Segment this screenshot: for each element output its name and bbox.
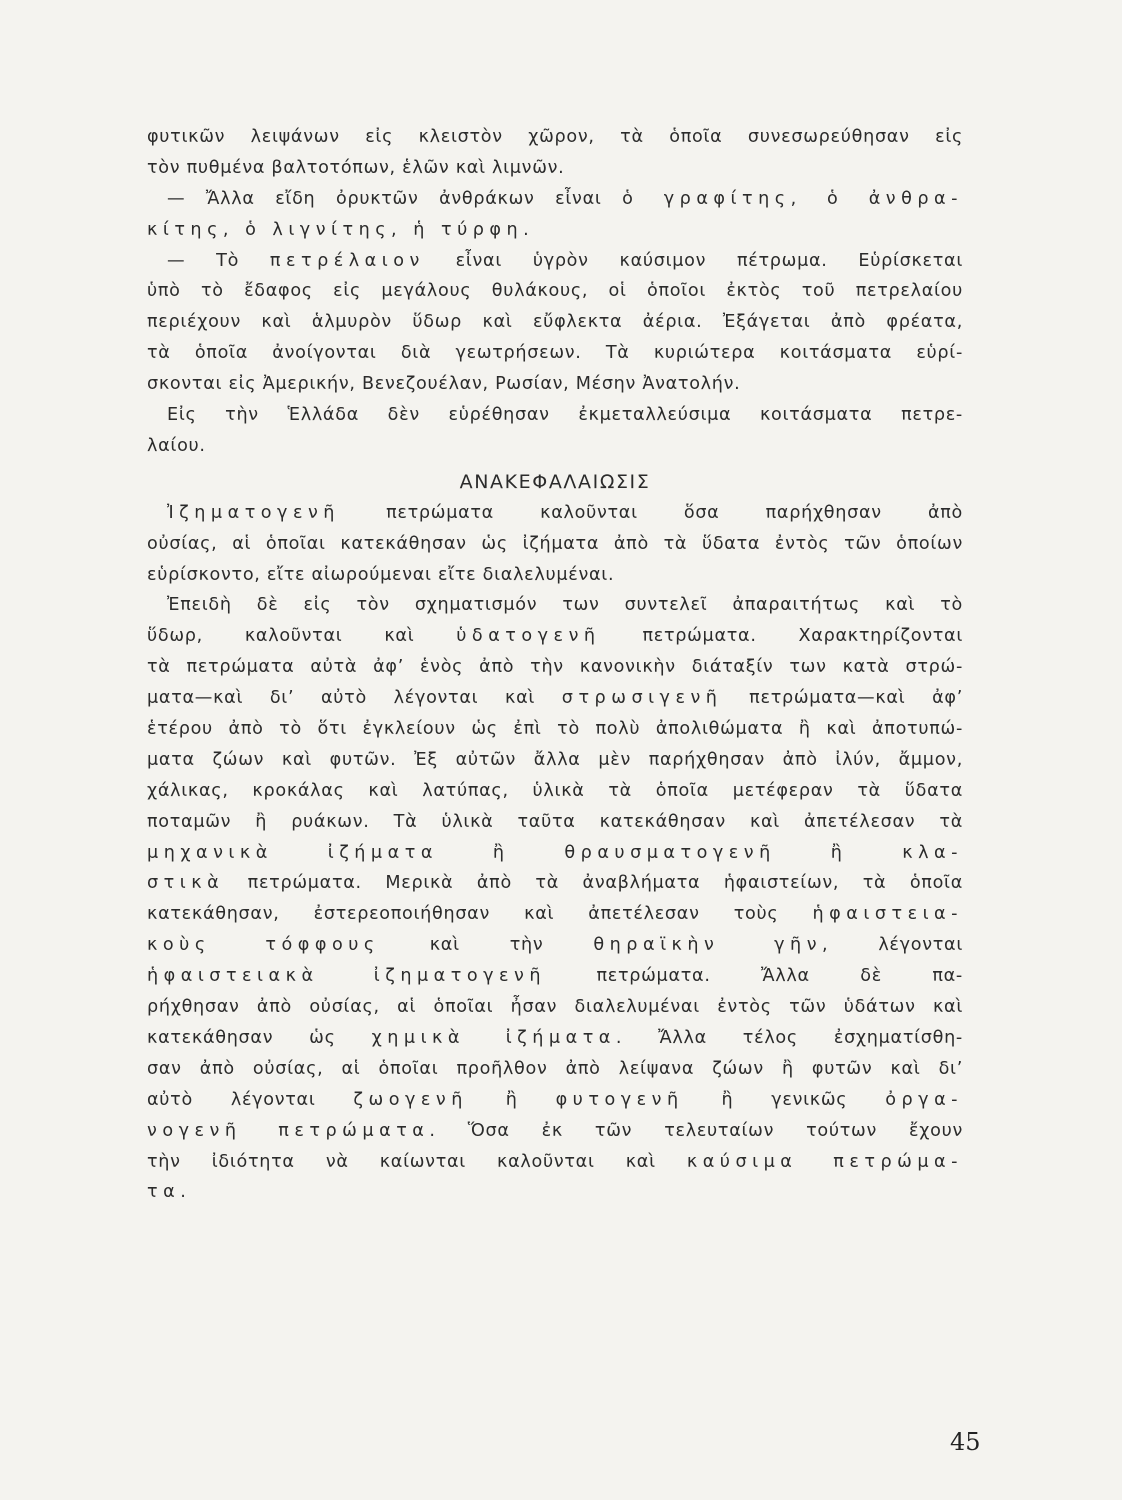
- spaced-term: καύσιμα πετρώμα-: [686, 1151, 963, 1172]
- text-run: ἢ γενικῶς: [683, 1089, 886, 1110]
- spaced-term: Ἰζηματογενῆ: [167, 502, 340, 523]
- text-line: [147, 498, 963, 529]
- text-run: πετρώματα—καὶ ἀφ’: [722, 688, 963, 709]
- text-run: καὶ τὴν: [379, 935, 594, 956]
- spaced-term: νογενῆ πετρώματα: [147, 1120, 430, 1141]
- text-run: — Τὸ: [167, 250, 270, 271]
- text-run: κατεκάθησαν, ἐστερεοποιήθησαν καὶ ἀπετέλεσαν τοὺς: [147, 904, 813, 925]
- text-line: εὑρίσκοντο, εἴτε αἰωρούμεναι εἴτε διαλελυμέναι.: [147, 564, 615, 585]
- text-line: [147, 621, 963, 652]
- text-line: οὐσίας, αἱ ὁποῖαι κατεκάθησαν ὡς ἰζήματα ἀπὸ τὰ ὕδατα ἐντὸς τῶν ὁποίων: [147, 533, 963, 554]
- spaced-term: φυτογενῆ: [555, 1089, 684, 1110]
- text-line: περιέχουν καὶ ἁλμυρὸν ὕδωρ καὶ εὔφλεκτα ἀέρια. Ἐξάγεται ἀπὸ φρέατα,: [147, 312, 963, 333]
- text-line: τὰ πετρώματα αὐτὰ ἀφ’ ἑνὸς ἀπὸ τὴν κανονικὴν διάταξίν των κατὰ στρώ-: [147, 657, 963, 678]
- text-line: [147, 184, 963, 215]
- body-text: [147, 122, 963, 1208]
- text-line: [147, 930, 963, 961]
- text-line: Ἐπειδὴ δὲ εἰς τὸν σχηματισμόν των συντελεῖ ἀπαραιτήτως καὶ τὸ: [167, 595, 963, 616]
- text-line: ματα ζώων καὶ φυτῶν. Ἐξ αὐτῶν ἄλλα μὲν παρήχθησαν ἀπὸ ἰλύν, ἄμμον,: [147, 749, 963, 770]
- spaced-term: τα.: [147, 1182, 192, 1203]
- text-line: [147, 899, 963, 930]
- spaced-term: χημικὰ ἰζήματα: [371, 1027, 616, 1048]
- text-run: αὐτὸ λέγονται: [147, 1089, 354, 1110]
- spaced-term: μηχανικὰ ἰζήματα ἢ θραυσματογενῆ ἢ κλα-: [147, 842, 963, 863]
- section-heading: ΑΝΑΚΕΦΑΛΑΙΩΣΙΣ: [459, 470, 651, 493]
- text-run: . Ὅσα ἐκ τῶν τελευταίων τούτων ἔχουν: [429, 1120, 963, 1141]
- text-run: πετρώματα καλοῦνται ὅσα παρήχθησαν ἀπὸ: [339, 502, 963, 523]
- text-line: ποταμῶν ἢ ρυάκων. Τὰ ὑλικὰ ταῦτα κατεκάθησαν καὶ ἀπετέλεσαν τὰ: [147, 811, 963, 832]
- text-run: ματα—καὶ δι’ αὐτὸ λέγονται καὶ: [147, 688, 562, 709]
- text-line: [147, 868, 963, 899]
- text-run: ὕδωρ, καλοῦνται καὶ: [147, 626, 457, 647]
- text-line: [147, 683, 963, 714]
- text-line: [147, 1116, 963, 1147]
- text-line: [147, 246, 963, 277]
- spaced-term: πετρέλαιον: [269, 250, 425, 271]
- spaced-term: κοὺς τόφφους: [147, 935, 380, 956]
- text-run: κατεκάθησαν ὡς: [147, 1027, 372, 1048]
- text-line: [147, 1023, 963, 1054]
- text-line: [147, 961, 963, 992]
- text-line: σαν ἀπὸ οὐσίας, αἱ ὁποῖαι προῆλθον ἀπὸ λείψανα ζώων ἢ φυτῶν καὶ δι’: [147, 1058, 963, 1079]
- text-run: εἶναι ὑγρὸν καύσιμον πέτρωμα. Εὑρίσκεται: [424, 250, 963, 271]
- text-run: , λέγονται: [822, 935, 963, 956]
- text-run: πετρώματα. Ἄλλα δὲ πα-: [546, 966, 963, 987]
- page-number: 45: [950, 1428, 981, 1456]
- text-line: [147, 1147, 963, 1178]
- spaced-term: ἡφαιστεια-: [812, 904, 963, 925]
- spaced-term: στικὰ: [147, 873, 225, 894]
- text-line: Εἰς τὴν Ἑλλάδα δὲν εὑρέθησαν ἐκμεταλλεύσιμα κοιτάσματα πετρε-: [167, 405, 963, 426]
- text-run: πετρώματα. Χαρακτηρίζονται: [600, 626, 963, 647]
- spaced-term: ἡφαιστειακὰ ἰζηματογενῆ: [147, 966, 547, 987]
- spaced-term: κίτης, ὁ λιγνίτης, ἡ τύρφη.: [147, 219, 535, 240]
- text-line: ἑτέρου ἀπὸ τὸ ὅτι ἐγκλείουν ὡς ἐπὶ τὸ πολὺ ἀπολιθώματα ἢ καὶ ἀποτυπώ-: [147, 719, 963, 740]
- spaced-term: ὁ γραφίτης, ὁ ἀνθρα-: [622, 188, 963, 209]
- text-line: χάλικας, κροκάλας καὶ λατύπας, ὑλικὰ τὰ ὁποῖα μετέφεραν τὰ ὕδατα: [147, 780, 963, 801]
- text-run: ἢ: [467, 1089, 556, 1110]
- spaced-term: ζωογενῆ: [353, 1089, 468, 1110]
- text-line: λαίου.: [147, 435, 206, 456]
- spaced-term: στρωσιγενῆ: [561, 688, 723, 709]
- text-run: . Ἄλλα τέλος ἐσχηματίσθη-: [615, 1027, 963, 1048]
- text-run: πετρώματα. Μερικὰ ἀπὸ τὰ ἀναβλήματα ἡφαιστείων, τὰ ὁποῖα: [224, 873, 963, 894]
- text-line: [147, 1085, 963, 1116]
- text-line: τὸν πυθμένα βαλτοτόπων, ἑλῶν καὶ λιμνῶν.: [147, 157, 565, 178]
- text-line: ὑπὸ τὸ ἔδαφος εἰς μεγάλους θυλάκους, οἱ ὁποῖοι ἐκτὸς τοῦ πετρελαίου: [147, 281, 963, 302]
- text-line: φυτικῶν λειψάνων εἰς κλειστὸν χῶρον, τὰ ὁποῖα συνεσωρεύθησαν εἰς: [147, 127, 963, 147]
- spaced-term: θηραϊκὴν γῆν: [593, 935, 823, 956]
- text-run: — Ἄλλα εἴδη ὀρυκτῶν ἀνθράκων εἶναι: [167, 188, 623, 209]
- spaced-term: ὀργα-: [885, 1089, 963, 1110]
- text-run: τὴν ἰδιότητα νὰ καίωνται καλοῦνται καὶ: [147, 1151, 687, 1172]
- text-line: τὰ ὁποῖα ἀνοίγονται διὰ γεωτρήσεων. Τὰ κυριώτερα κοιτάσματα εὑρί-: [147, 343, 963, 364]
- spaced-term: ὑδατογενῆ: [456, 626, 601, 647]
- text-line: σκονται εἰς Ἀμερικήν, Βενεζουέλαν, Ρωσίαν, Μέσην Ἀνατολήν.: [147, 374, 741, 395]
- text-line: ρήχθησαν ἀπὸ οὐσίας, αἱ ὁποῖαι ἦσαν διαλελυμέναι ἐντὸς τῶν ὑδάτων καὶ: [147, 997, 963, 1018]
